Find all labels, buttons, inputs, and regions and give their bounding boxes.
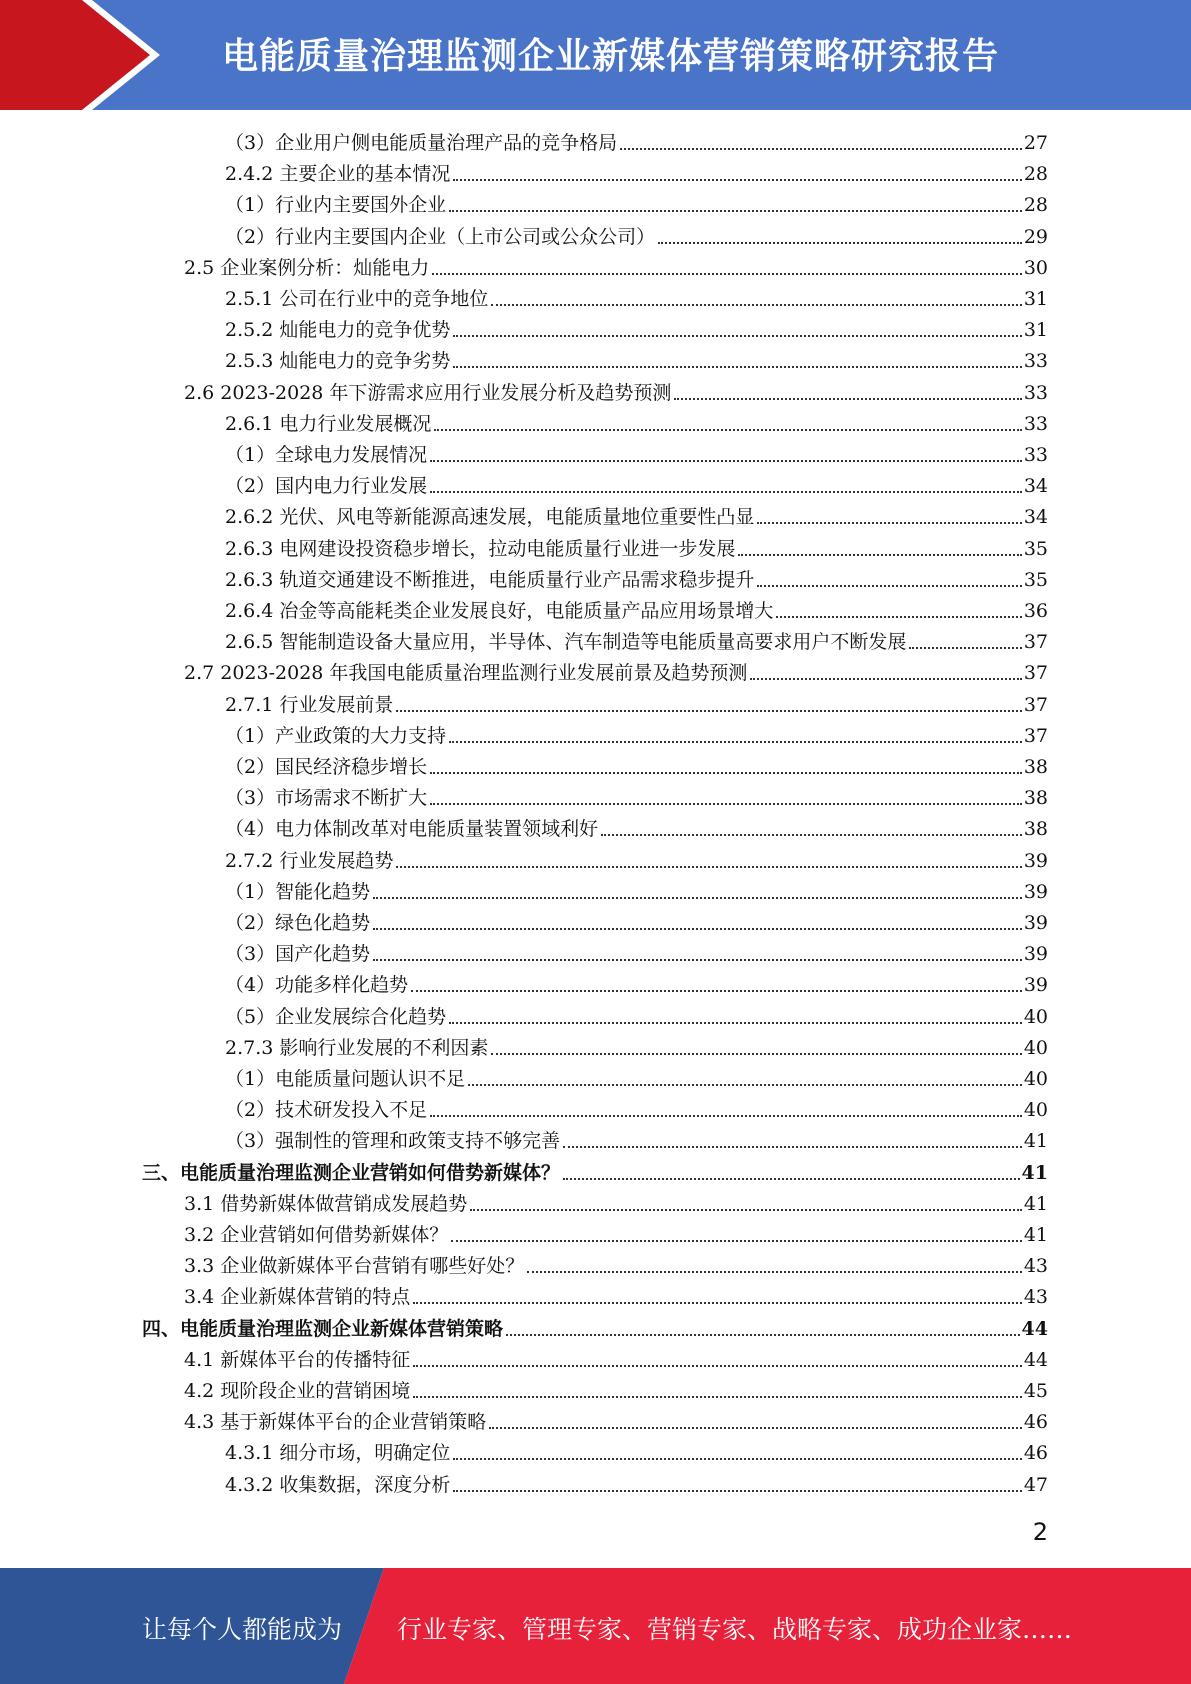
- toc-dot-leader: [757, 585, 1021, 587]
- toc-entry[interactable]: [142, 1314, 1048, 1345]
- toc-entry-title: 四、电能质量治理监测企业新媒体营销策略: [142, 1318, 504, 1340]
- toc-entry-page: 28: [1023, 194, 1048, 216]
- toc-dot-leader: [430, 803, 1022, 805]
- toc-entry[interactable]: [184, 1407, 1048, 1438]
- toc-dot-leader: [909, 647, 1021, 649]
- toc-entry[interactable]: [225, 565, 1048, 596]
- toc-entry-title: （1）全球电力发展情况: [225, 444, 428, 466]
- toc-entry-page: 31: [1023, 319, 1048, 341]
- toc-entry-page: 38: [1023, 787, 1048, 809]
- toc-entry-page: 46: [1023, 1442, 1048, 1464]
- toc-entry-page: 40: [1023, 1068, 1048, 1090]
- toc-dot-leader: [451, 1240, 1022, 1242]
- toc-dot-leader: [527, 1271, 1022, 1273]
- toc-entry-title: 2.6 2023-2028 年下游需求应用行业发展分析及趋势预测: [184, 382, 672, 404]
- toc-dot-leader: [449, 210, 1022, 212]
- toc-dot-leader: [453, 179, 1021, 181]
- toc-entry[interactable]: [184, 1282, 1048, 1313]
- toc-entry[interactable]: [225, 222, 1048, 253]
- toc-dot-leader: [411, 990, 1022, 992]
- toc-entry[interactable]: [225, 690, 1048, 721]
- toc-entry-page: 33: [1023, 444, 1048, 466]
- toc-dot-leader: [373, 959, 1022, 961]
- toc-entry-page: 34: [1023, 475, 1048, 497]
- toc-entry-title: （2）国民经济稳步增长: [225, 756, 428, 778]
- toc-entry-title: （4）电力体制改革对电能质量装置领域利好: [225, 818, 599, 840]
- toc-entry-title: 3.1 借势新媒体做营销成发展趋势: [184, 1193, 468, 1215]
- toc-entry-title: （3）强制性的管理和政策支持不够完善: [225, 1130, 561, 1152]
- toc-entry-page: 37: [1023, 694, 1048, 716]
- toc-entry-title: 3.4 企业新媒体营销的特点: [184, 1286, 411, 1308]
- toc-entry-title: 4.1 新媒体平台的传播特征: [184, 1349, 411, 1371]
- toc-entry[interactable]: [225, 877, 1048, 908]
- toc-dot-leader: [738, 554, 1021, 556]
- report-footer: [0, 1568, 1191, 1684]
- toc-entry[interactable]: [184, 1376, 1048, 1407]
- toc-entry-title: 2.4.2 主要企业的基本情况: [225, 163, 451, 185]
- toc-entry-title: （1）智能化趋势: [225, 881, 371, 903]
- toc-entry-page: 35: [1023, 538, 1048, 560]
- toc-dot-leader: [489, 1427, 1022, 1429]
- toc-entry-page: 31: [1023, 288, 1048, 310]
- toc-entry-page: 37: [1023, 725, 1048, 747]
- toc-entry-title: （4）功能多样化趋势: [225, 974, 409, 996]
- toc-entry-page: 33: [1023, 350, 1048, 372]
- toc-entry-page: 44: [1021, 1318, 1048, 1340]
- toc-entry-page: 45: [1023, 1380, 1048, 1402]
- footer-slogan-right: 行业专家、管理专家、营销专家、战略专家、成功企业家……: [397, 1615, 1073, 1644]
- toc-entry-title: （5）企业发展综合化趋势: [225, 1006, 447, 1028]
- toc-entry-page: 47: [1023, 1474, 1048, 1496]
- toc-entry[interactable]: [225, 159, 1048, 190]
- toc-entry-title: （2）行业内主要国内企业（上市公司或公众公司）: [225, 226, 656, 248]
- toc-dot-leader: [453, 366, 1021, 368]
- toc-entry-title: （2）技术研发投入不足: [225, 1099, 428, 1121]
- toc-entry[interactable]: [225, 1095, 1048, 1126]
- toc-dot-leader: [491, 304, 1021, 306]
- toc-dot-leader: [674, 398, 1021, 400]
- toc-entry-page: 41: [1021, 1162, 1048, 1184]
- toc-entry-page: 35: [1023, 569, 1048, 591]
- toc-entry[interactable]: [225, 409, 1048, 440]
- toc-entry-title: （1）产业政策的大力支持: [225, 725, 447, 747]
- toc-entry-title: （1）电能质量问题认识不足: [225, 1068, 466, 1090]
- toc-dot-leader: [430, 772, 1022, 774]
- toc-dot-leader: [468, 1084, 1022, 1086]
- toc-entry-page: 41: [1023, 1130, 1048, 1152]
- toc-dot-leader: [563, 1146, 1022, 1148]
- toc-dot-leader: [396, 710, 1021, 712]
- toc-entry[interactable]: [225, 315, 1048, 346]
- toc-entry-page: 29: [1023, 226, 1048, 248]
- toc-entry-title: 4.3.1 细分市场，明确定位: [225, 1442, 451, 1464]
- toc-entry[interactable]: [184, 1345, 1048, 1376]
- toc-entry[interactable]: [225, 814, 1048, 845]
- toc-entry-title: （3）企业用户侧电能质量治理产品的竞争格局: [225, 132, 618, 154]
- toc-entry-page: 37: [1023, 631, 1048, 653]
- toc-entry[interactable]: [225, 440, 1048, 471]
- toc-entry-title: 2.5.3 灿能电力的竞争劣势: [225, 350, 451, 372]
- toc-entry-title: （1）行业内主要国外企业: [225, 194, 447, 216]
- toc-entry-page: 30: [1023, 257, 1048, 279]
- toc-entry[interactable]: [225, 908, 1048, 939]
- toc-entry-title: 2.5.2 灿能电力的竞争优势: [225, 319, 451, 341]
- toc-entry-page: 33: [1023, 382, 1048, 404]
- toc-entry-title: 2.6.5 智能制造设备大量应用，半导体、汽车制造等电能质量高要求用户不断发展: [225, 631, 907, 653]
- toc-dot-leader: [506, 1334, 1020, 1336]
- toc-entry-title: 2.5.1 公司在行业中的竞争地位: [225, 288, 489, 310]
- toc-dot-leader: [413, 1302, 1022, 1304]
- toc-entry-title: 2.7 2023-2028 年我国电能质量治理监测行业发展前景及趋势预测: [184, 662, 748, 684]
- toc-entry-title: 2.6.3 轨道交通建设不断推进，电能质量行业产品需求稳步提升: [225, 569, 755, 591]
- toc-dot-leader: [449, 1022, 1022, 1024]
- toc-dot-leader: [432, 273, 1022, 275]
- toc-dot-leader: [620, 148, 1022, 150]
- toc-entry[interactable]: [225, 939, 1048, 970]
- toc-entry-title: （3）国产化趋势: [225, 943, 371, 965]
- toc-entry-page: 39: [1023, 881, 1048, 903]
- toc-entry-page: 28: [1023, 163, 1048, 185]
- toc-entry[interactable]: [225, 783, 1048, 814]
- toc-entry-title: 3.3 企业做新媒体平台营销有哪些好处？: [184, 1255, 525, 1277]
- toc-entry[interactable]: [225, 970, 1048, 1001]
- toc-entry-title: 2.7.1 行业发展前景: [225, 694, 394, 716]
- toc-entry[interactable]: [225, 1438, 1048, 1469]
- toc-entry[interactable]: [225, 627, 1048, 658]
- toc-entry[interactable]: [225, 284, 1048, 315]
- toc-entry-title: 3.2 企业营销如何借势新媒体？: [184, 1224, 449, 1246]
- toc-entry-page: 37: [1023, 662, 1048, 684]
- toc-entry[interactable]: [225, 1033, 1048, 1064]
- toc-dot-leader: [470, 1209, 1022, 1211]
- toc-entry-page: 41: [1023, 1193, 1048, 1215]
- toc-dot-leader: [396, 866, 1021, 868]
- toc-entry-page: 40: [1023, 1006, 1048, 1028]
- toc-entry-title: （2）绿色化趋势: [225, 912, 371, 934]
- toc-entry[interactable]: [184, 1251, 1048, 1282]
- toc-dot-leader: [453, 335, 1021, 337]
- toc-entry-title: 2.6.2 光伏、风电等新能源高速发展，电能质量地位重要性凸显: [225, 506, 755, 528]
- report-header: [0, 0, 1191, 110]
- toc-entry-page: 43: [1023, 1286, 1048, 1308]
- toc-dot-leader: [413, 1365, 1022, 1367]
- toc-entry-page: 43: [1023, 1255, 1048, 1277]
- toc-entry-title: （2）国内电力行业发展: [225, 475, 428, 497]
- toc-entry[interactable]: [184, 253, 1048, 284]
- toc-entry[interactable]: [225, 721, 1048, 752]
- page-number: 2: [1032, 1518, 1048, 1546]
- toc-entry[interactable]: [225, 502, 1048, 533]
- toc-dot-leader: [601, 834, 1022, 836]
- toc-entry[interactable]: [184, 658, 1048, 689]
- toc-entry[interactable]: [184, 378, 1048, 409]
- toc-entry-page: 41: [1023, 1224, 1048, 1246]
- toc-dot-leader: [491, 1053, 1021, 1055]
- toc-entry-title: 2.7.2 行业发展趋势: [225, 850, 394, 872]
- toc-dot-leader: [434, 429, 1021, 431]
- toc-entry-title: 2.6.1 电力行业发展概况: [225, 413, 432, 435]
- toc-entry-title: 4.3.2 收集数据，深度分析: [225, 1474, 451, 1496]
- toc-entry[interactable]: [225, 128, 1048, 159]
- toc-dot-leader: [563, 1178, 1020, 1180]
- toc-dot-leader: [373, 928, 1022, 930]
- toc-entry[interactable]: [184, 1189, 1048, 1220]
- toc-entry-page: 40: [1023, 1099, 1048, 1121]
- toc-dot-leader: [750, 678, 1021, 680]
- toc-entry[interactable]: [225, 346, 1048, 377]
- toc-entry[interactable]: [225, 1064, 1048, 1095]
- toc-entry-page: 38: [1023, 818, 1048, 840]
- toc-entry[interactable]: [225, 471, 1048, 502]
- toc-entry-page: 44: [1023, 1349, 1048, 1371]
- toc-dot-leader: [453, 1490, 1021, 1492]
- toc-entry[interactable]: [184, 1220, 1048, 1251]
- report-title: 电能质量治理监测企业新媒体营销策略研究报告: [222, 36, 1000, 77]
- toc-entry-page: 36: [1023, 600, 1048, 622]
- toc-entry[interactable]: [225, 596, 1048, 627]
- toc-entry-page: 39: [1023, 943, 1048, 965]
- toc-dot-leader: [430, 1115, 1022, 1117]
- toc-entry-page: 34: [1023, 506, 1048, 528]
- toc-entry-title: 4.2 现阶段企业的营销困境: [184, 1380, 411, 1402]
- toc-entry[interactable]: [225, 752, 1048, 783]
- toc-entry-title: 三、电能质量治理监测企业营销如何借势新媒体？: [142, 1162, 561, 1184]
- toc-dot-leader: [776, 616, 1021, 618]
- toc-dot-leader: [453, 1458, 1021, 1460]
- toc-entry[interactable]: [142, 1158, 1048, 1189]
- toc-entry[interactable]: [225, 190, 1048, 221]
- toc-entry[interactable]: [225, 1126, 1048, 1157]
- toc-entry-page: 39: [1023, 912, 1048, 934]
- toc-entry-page: 33: [1023, 413, 1048, 435]
- toc-entry-page: 27: [1023, 132, 1048, 154]
- toc-entry-page: 39: [1023, 850, 1048, 872]
- toc-dot-leader: [430, 491, 1022, 493]
- toc-entry-page: 46: [1023, 1411, 1048, 1433]
- toc-entry[interactable]: [225, 1470, 1048, 1501]
- toc-entry-page: 40: [1023, 1037, 1048, 1059]
- toc-entry-title: 4.3 基于新媒体平台的企业营销策略: [184, 1411, 487, 1433]
- toc-entry-title: 2.7.3 影响行业发展的不利因素: [225, 1037, 489, 1059]
- toc-entry-title: （3）市场需求不断扩大: [225, 787, 428, 809]
- toc-entry-title: 2.6.4 冶金等高能耗类企业发展良好，电能质量产品应用场景增大: [225, 600, 774, 622]
- toc-dot-leader: [413, 1396, 1022, 1398]
- toc-entry[interactable]: [225, 846, 1048, 877]
- toc-entry-title: 2.5 企业案例分析：灿能电力: [184, 257, 430, 279]
- toc-dot-leader: [757, 522, 1021, 524]
- toc-entry[interactable]: [225, 1002, 1048, 1033]
- toc-dot-leader: [430, 460, 1022, 462]
- toc-entry-page: 39: [1023, 974, 1048, 996]
- toc-entry-title: 2.6.3 电网建设投资稳步增长，拉动电能质量行业进一步发展: [225, 538, 736, 560]
- toc-dot-leader: [658, 242, 1022, 244]
- toc-dot-leader: [373, 897, 1022, 899]
- toc-dot-leader: [449, 741, 1022, 743]
- toc-entry-page: 38: [1023, 756, 1048, 778]
- toc-entry[interactable]: [225, 534, 1048, 565]
- footer-slogan-left: 让每个人都能成为: [142, 1615, 343, 1644]
